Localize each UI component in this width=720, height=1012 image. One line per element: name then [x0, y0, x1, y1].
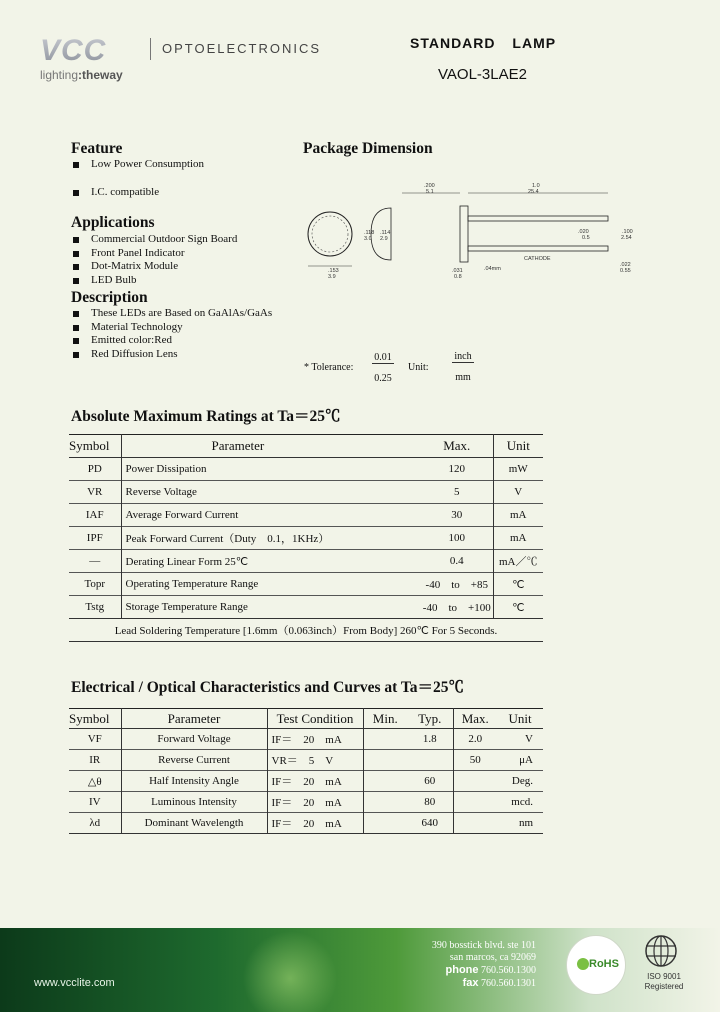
table-header-row: [69, 709, 543, 729]
cell-max: 50: [469, 754, 481, 766]
svg-text:.153: .153: [328, 268, 339, 274]
feature-heading: Feature: [71, 140, 123, 157]
globe-icon: [644, 934, 678, 968]
table-row: [69, 619, 543, 642]
phone-number: 760.560.1300: [481, 965, 536, 976]
tagline: lighting:theway: [40, 68, 123, 82]
cell-max: 0.4: [421, 550, 493, 573]
cell-unit: Deg.: [511, 775, 533, 787]
cell-parameter: Dominant Wavelength: [121, 813, 267, 834]
package-drawing: [296, 178, 646, 286]
cell-min: [363, 750, 407, 771]
cell-symbol: IR: [69, 750, 121, 771]
package-heading: Package Dimension: [303, 140, 433, 157]
list-item: Material Technology: [71, 321, 272, 335]
fax-label: fax: [462, 977, 479, 989]
electrical-heading: Electrical / Optical Characteristics and Curves at Ta＝25℃: [71, 679, 465, 696]
col-parameter: Parameter: [121, 709, 267, 729]
cell-max: 5: [421, 481, 493, 504]
abs-max-heading: Absolute Maximum Ratings at Ta＝25℃: [71, 408, 341, 425]
col-min: Min.: [372, 710, 398, 726]
svg-text:0.8: 0.8: [454, 274, 462, 280]
cell-max: 120: [421, 458, 493, 481]
cell-symbol: VR: [69, 481, 121, 504]
svg-text:VCC: VCC: [40, 34, 107, 66]
cell-parameter: Forward Voltage: [121, 729, 267, 750]
svg-text:.04mm: .04mm: [484, 266, 501, 272]
cell-max: -40 to +100: [421, 596, 493, 619]
list-item: Commercial Outdoor Sign Board: [71, 233, 237, 247]
applications-heading: Applications: [71, 214, 155, 231]
list-item: Emitted color:Red: [71, 334, 272, 348]
unit-mm: mm: [455, 372, 471, 383]
iso-label: ISO 9001 Registered: [644, 972, 684, 991]
col-unit: Unit: [506, 438, 530, 453]
svg-text:3.0: 3.0: [364, 236, 372, 242]
table-row: [69, 813, 543, 834]
footer-address: [390, 940, 536, 990]
abs-max-table: [69, 434, 543, 642]
svg-text:2.9: 2.9: [380, 236, 388, 242]
address-line-2: san marcos, ca 92069: [449, 952, 536, 963]
address-line-1: 390 bosstick blvd. ste 101: [431, 940, 536, 951]
svg-text:1.0: 1.0: [532, 183, 540, 189]
cell-symbol: —: [69, 550, 121, 573]
svg-text:.022: .022: [620, 262, 631, 268]
footer-url[interactable]: www.vcclite.com: [34, 977, 115, 989]
table-row: [69, 573, 543, 596]
applications-list: [71, 233, 237, 287]
cell-unit: ℃: [512, 601, 525, 614]
electrical-table: [69, 708, 543, 834]
cell-unit: μA: [519, 754, 533, 766]
list-item: Front Panel Indicator: [71, 247, 237, 261]
table-row: [69, 527, 543, 550]
tolerance-value-mm: 0.25: [374, 373, 392, 384]
cell-parameter: Power Dissipation: [125, 463, 207, 475]
col-symbol: Symbol: [69, 435, 121, 458]
cell-symbol: IAF: [69, 504, 121, 527]
cell-min: [363, 813, 407, 834]
table-row: [69, 504, 543, 527]
cell-symbol: Topr: [69, 573, 121, 596]
cell-unit: mW: [508, 463, 528, 475]
svg-text:25.4: 25.4: [528, 189, 539, 195]
cell-typ: 80: [407, 792, 453, 813]
cell-max: 30: [421, 504, 493, 527]
description-list: [71, 307, 272, 361]
cell-condition: IF＝ 20 mA: [267, 771, 363, 792]
cell-min: [363, 792, 407, 813]
table-row: [69, 750, 543, 771]
svg-text:.031: .031: [452, 268, 463, 274]
cell-max: 100: [421, 527, 493, 550]
svg-text:.118: .118: [364, 230, 375, 236]
cell-condition: IF＝ 20 mA: [267, 729, 363, 750]
col-parameter: Parameter: [211, 438, 265, 453]
list-item: Low Power Consumption: [71, 158, 204, 172]
cell-unit: V: [525, 733, 533, 745]
table-row: [69, 481, 543, 504]
leaf-icon: [577, 958, 589, 970]
svg-text:3.9: 3.9: [328, 274, 336, 280]
cell-typ: [407, 750, 453, 771]
cell-unit: mcd.: [511, 796, 533, 808]
header-divider: [150, 38, 151, 60]
cell-symbol: λd: [69, 813, 121, 834]
list-item: Dot-Matrix Module: [71, 260, 237, 274]
cell-condition: IF＝ 20 mA: [267, 792, 363, 813]
cell-unit: mA: [510, 509, 527, 521]
fax-number: 760.560.1301: [481, 978, 536, 989]
cell-symbol: Tstg: [69, 596, 121, 619]
list-item: LED Bulb: [71, 274, 237, 288]
svg-text:.020: .020: [578, 229, 589, 235]
cell-parameter: Peak Forward Current（Duty 0.1，1KHz）: [125, 533, 330, 545]
soldering-note: Lead Soldering Temperature [1.6mm（0.063inch）From Body] 260℃ For 5 Seconds.: [69, 619, 543, 642]
cell-max: [453, 792, 497, 813]
cell-unit: ℃: [512, 578, 525, 591]
list-item: Red Diffusion Lens: [71, 348, 272, 362]
tolerance-label: * Tolerance:: [304, 362, 354, 373]
cell-max: 2.0: [468, 733, 483, 745]
unit-label: Unit:: [408, 362, 429, 373]
feature-list: [71, 158, 204, 199]
cell-unit: mA: [510, 532, 527, 544]
table-header-row: [69, 435, 543, 458]
cell-max: [453, 813, 497, 834]
col-symbol: Symbol: [69, 709, 121, 729]
cell-symbol: PD: [69, 458, 121, 481]
cell-condition: VR＝ 5 V: [267, 750, 363, 771]
division-label: OPTOELECTRONICS: [162, 41, 322, 56]
cell-symbol: VF: [69, 729, 121, 750]
rohs-label: RoHS: [589, 958, 619, 970]
description-heading: Description: [71, 289, 148, 306]
rohs-badge: [566, 935, 626, 995]
cell-parameter: Luminous Intensity: [121, 792, 267, 813]
cell-parameter: Reverse Voltage: [125, 486, 197, 498]
cell-condition: IF＝ 20 mA: [267, 813, 363, 834]
svg-text:0.5: 0.5: [582, 235, 590, 241]
cell-unit: mA／℃: [499, 556, 538, 568]
col-max: Max.: [421, 435, 493, 458]
doc-title: STANDARD LAMP: [410, 35, 557, 51]
cell-unit: V: [514, 486, 523, 498]
cell-symbol: IV: [69, 792, 121, 813]
svg-text:5.1: 5.1: [426, 189, 434, 195]
cell-parameter: Operating Temperature Range: [125, 578, 259, 590]
list-item: I.C. compatible: [71, 186, 204, 200]
svg-text:0.55: 0.55: [620, 268, 631, 274]
list-item: These LEDs are Based on GaAlAs/GaAs: [71, 307, 272, 321]
footer-glow: [230, 928, 350, 1012]
cell-parameter: Reverse Current: [121, 750, 267, 771]
cell-typ: 1.8: [407, 729, 453, 750]
svg-text:CATHODE: CATHODE: [524, 256, 551, 262]
tolerance-value: 0.01: [372, 352, 394, 364]
cell-symbol: IPF: [69, 527, 121, 550]
vcc-logo: [38, 34, 138, 66]
cell-parameter: Storage Temperature Range: [125, 601, 248, 613]
col-unit: Unit: [508, 710, 532, 726]
cell-typ: 60: [407, 771, 453, 792]
svg-text:.114: .114: [380, 230, 391, 236]
cell-min: [363, 729, 407, 750]
table-row: [69, 792, 543, 813]
cell-symbol: △θ: [69, 771, 121, 792]
col-condition: Test Condition: [267, 709, 363, 729]
table-row: [69, 550, 543, 573]
phone-label: phone: [445, 964, 479, 976]
cell-parameter: Derating Linear Form 25℃: [125, 555, 249, 568]
cell-parameter: Half Intensity Angle: [121, 771, 267, 792]
cell-parameter: Average Forward Current: [125, 509, 239, 521]
cell-max: -40 to +85: [421, 573, 493, 596]
svg-text:.100: .100: [622, 229, 633, 235]
col-typ: Typ.: [407, 709, 453, 729]
cell-max: [453, 771, 497, 792]
svg-text:.200: .200: [424, 183, 435, 189]
table-row: [69, 458, 543, 481]
col-max: Max.: [461, 710, 489, 726]
svg-text:2.54: 2.54: [621, 235, 632, 241]
cell-min: [363, 771, 407, 792]
unit-inch: inch: [452, 351, 474, 363]
cell-typ: 640: [407, 813, 453, 834]
table-row: [69, 729, 543, 750]
cell-unit: nm: [518, 817, 533, 829]
table-row: [69, 771, 543, 792]
part-number: VAOL-3LAE2: [438, 66, 527, 83]
table-row: [69, 596, 543, 619]
